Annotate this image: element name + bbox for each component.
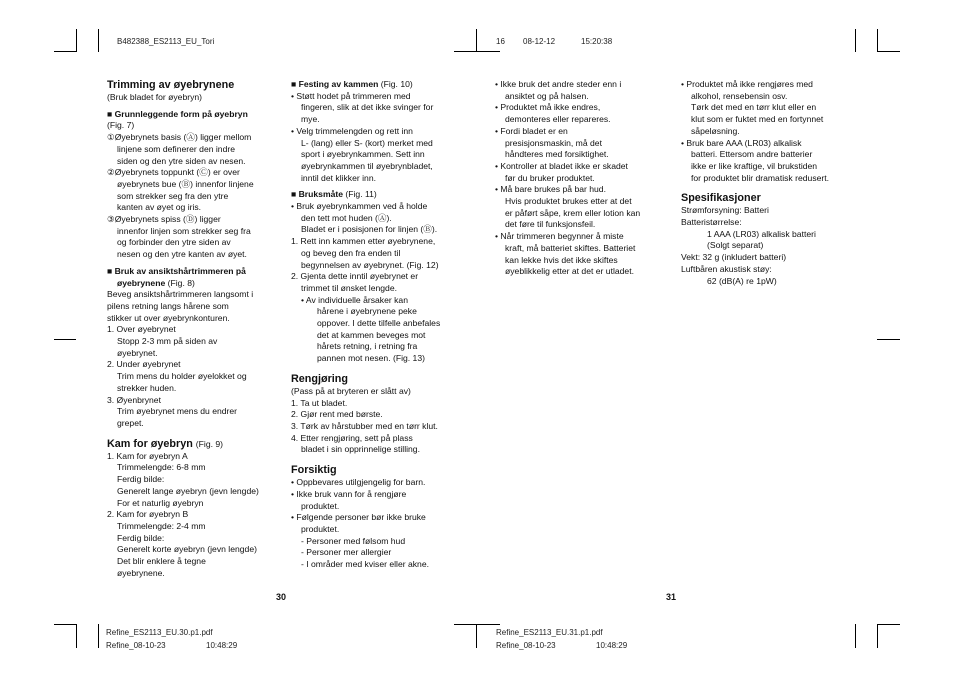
cleaning-text: 1. Ta ut bladet. 2. Gjør rent med børste. 3. Tørk av hårstubber med en tørr klut. 4. Etter rengjøring, sett på plass bladet i sin opprinnelige stilling.: [291, 397, 438, 455]
column-1: Trimming av øyebrynene (Bruk bladet for øyebryn) ■ Grunnleggende form på øyebryn (Fig. 7) ①Øyebrynets basis (Ⓐ) ligger mellom linjene som definerer den indre siden og den ytre siden av nesen. ②Øyebrynets toppunkt (Ⓒ) er over øyebrynets bue (Ⓑ) innenfor linjene som strekker seg fra den ytre kanten av øyet og iris. ③Øyebrynets spiss (Ⓓ) ligger innenfor linjen som strekker seg fra og forbinder den ytre siden av nesen og den ytre kanten av øyet. ■ Bruk av ansiktshårtrimmeren på øyebrynene (Fig. 8) Beveg ansiktshårtrimmeren langsomt i pilens retning langs hårene som stikker ut over øyebrynkonturen. 1. Over øyebrynet Stopp 2-3 mm på siden av øyebrynet. 2. Under øyebrynet Trim mens du holder øyelokket og strekker huden. 3. Øyenbrynet Trim øyebrynet mens du endrer grepet. Kam for øyebryn (Fig. 9) 1. Kam for øyebryn A Trimmelengde: 6-8 mm Ferdig bilde: Generelt lange øyebryn (jevn lengde) For et naturlig øyebryn 2. Kam for øyebryn B Trimmelengde: 2-4 mm Ferdig bilde: Generelt korte øyebryn (jevn lengde) Det blir enklere å tegne øyebrynene.: [107, 79, 277, 579]
footer-left-date: Refine_08-10-23: [106, 641, 166, 650]
basic-shape-text: ①Øyebrynets basis (Ⓐ) ligger mellom linjene som definerer den indre siden og den ytre siden av nesen. ②Øyebrynets toppunkt (Ⓒ) er over øyebrynets bue (Ⓑ) innenfor linjene som strekker seg fra den ytre kanten av øyet og iris. ③Øyebrynets spiss (Ⓓ) ligger innenfor linjen som strekker seg fra og forbinder den ytre siden av nesen og den ytre kanten av øyet.: [107, 132, 254, 260]
section-subtitle: (Bruk bladet for øyebryn): [107, 92, 203, 102]
section-title-cleaning: Rengjøring: [291, 372, 348, 385]
fig-ref: (Fig. 7): [107, 120, 135, 131]
caution-text: • Oppbevares utilgjengelig for barn. • Ikke bruk vann for å rengjøre produktet. • Følgende personer bør ikke bruke produktet. - Personer med følsom hud - Personer mer allergier - I områder med kviser eller akne.: [291, 477, 429, 570]
header-job-id: B482388_ES2113_EU_Tori: [117, 37, 215, 46]
header-time: 15:20:38: [581, 37, 613, 46]
page-number-right: 31: [666, 592, 677, 602]
footer-right-date: Refine_08-10-23: [496, 641, 556, 650]
section-title-comb: Kam for øyebryn (Fig. 9): [107, 437, 224, 450]
page-number-left: 30: [276, 592, 287, 602]
footer-left-file: Refine_ES2113_EU.30.p1.pdf: [106, 628, 213, 637]
subheading-usage: ■ Bruksmåte (Fig. 11): [291, 189, 377, 200]
comb-text: 1. Kam for øyebryn A Trimmelengde: 6-8 mm Ferdig bilde: Generelt lange øyebryn (jevn lengde) For et naturlig øyebryn 2. Kam for øyebryn B Trimmelengde: 2-4 mm Ferdig bilde: Generelt korte øyebryn (jevn lengde) Det blir enklere å tegne øyebrynene.: [107, 450, 259, 578]
subheading-basic-shape: ■ Grunnleggende form på øyebryn: [107, 108, 248, 119]
column-3: [495, 79, 667, 278]
subheading-face-trimmer: ■ Bruk av ansiktshårtrimmeren på: [107, 265, 246, 276]
footer-right-file: Refine_ES2113_EU.31.p1.pdf: [496, 628, 603, 637]
header-date: 08-12-12: [523, 37, 556, 46]
cleaning-subtitle: (Pass på at bryteren er slått av): [291, 385, 411, 396]
column-2: [291, 79, 463, 571]
section-title-trimming: Trimming av øyebrynene: [107, 79, 235, 91]
face-steps: 1. Over øyebrynet Stopp 2-3 mm på siden av øyebrynet. 2. Under øyebrynet Trim mens du holder øyelokket og strekker huden. 3. Øyenbrynet Trim øyebrynet mens du endrer grepet.: [107, 324, 247, 428]
column-4: [681, 79, 853, 287]
subheading-attach-comb: ■ Festing av kammen (Fig. 10): [291, 79, 413, 89]
footer-left-time: 10:48:29: [206, 641, 238, 650]
section-title-specifications: Spesifikasjoner: [681, 192, 761, 205]
specifications-text: Strømforsyning: Batteri Batteristørrelse: 1 AAA (LR03) alkalisk batteri (Solgt separat) Vekt: 32 g (inkludert batteri) Luftbåren akustisk støy: 62 (dB(A) re 1pW): [681, 205, 816, 286]
caution-continued-text: • Ikke bruk det andre steder enn i ansiktet og på halsen. • Produktet må ikke endres, demonteres eller repareres. • Fordi bladet er en presisjonsmaskin, må det håndteres med forsiktighet. • Kontroller at bladet ikke er skadet før du bruker produktet. • Må bare brukes på bar hud. Hvis produktet brukes etter at det er påført såpe, krem eller lotion kan det føre til funksjonsfeil. • Når trimmeren begynner å miste kraft, må batteriet skiftes. Batteriet kan lekke hvis det ikke skiftes øyeblikkelig etter at det er utladet.: [495, 79, 641, 277]
usage-text: • Bruk øyebrynkammen ved å holde den tett mot huden (Ⓐ). Bladet er i posisjonen for linjen (Ⓑ). 1. Rett inn kammen etter øyebrynene, og beveg den fra enden til begynnelsen av øyebrynet. (Fig. 12) 2. Gjenta dette inntil øyebrynet er trimmet til ønsket lengde. • Av individuelle årsaker kan hårene i øyebrynene peke oppover. I dette tilfelle anbefales det at kammen beveges mot hårets retning, i retning fra pannen mot nesen. (Fig. 13): [291, 201, 441, 364]
header-page: 16: [496, 37, 505, 46]
footer-right-time: 10:48:29: [596, 641, 628, 650]
attach-text: • Støtt hodet på trimmeren med fingeren, slik at det ikke svinger for mye. • Velg trimmelengden og rett inn L- (lang) eller S- (kort) merket med sport i øyebrynkammen. Sett inn øyebrynkammen til øyebrynbladet, inntil det klikker inn.: [291, 90, 434, 183]
section-title-caution: Forsiktig: [291, 464, 337, 477]
caution-final-text: • Produktet må ikke rengjøres med alkohol, rensebensin osv. Tørk det med en tørr klut eller en klut som er fuktet med en fortynnet såpeløsning. • Bruk bare AAA (LR03) alkalisk batteri. Ettersom andre batterier ikke er like kraftige, vil brukstiden for produktet blir dramatisk redusert.: [681, 79, 830, 183]
face-intro-text: Beveg ansiktshårtrimmeren langsomt i pilens retning langs hårene som stikker ut over øyebrynkonturen.: [107, 289, 254, 323]
